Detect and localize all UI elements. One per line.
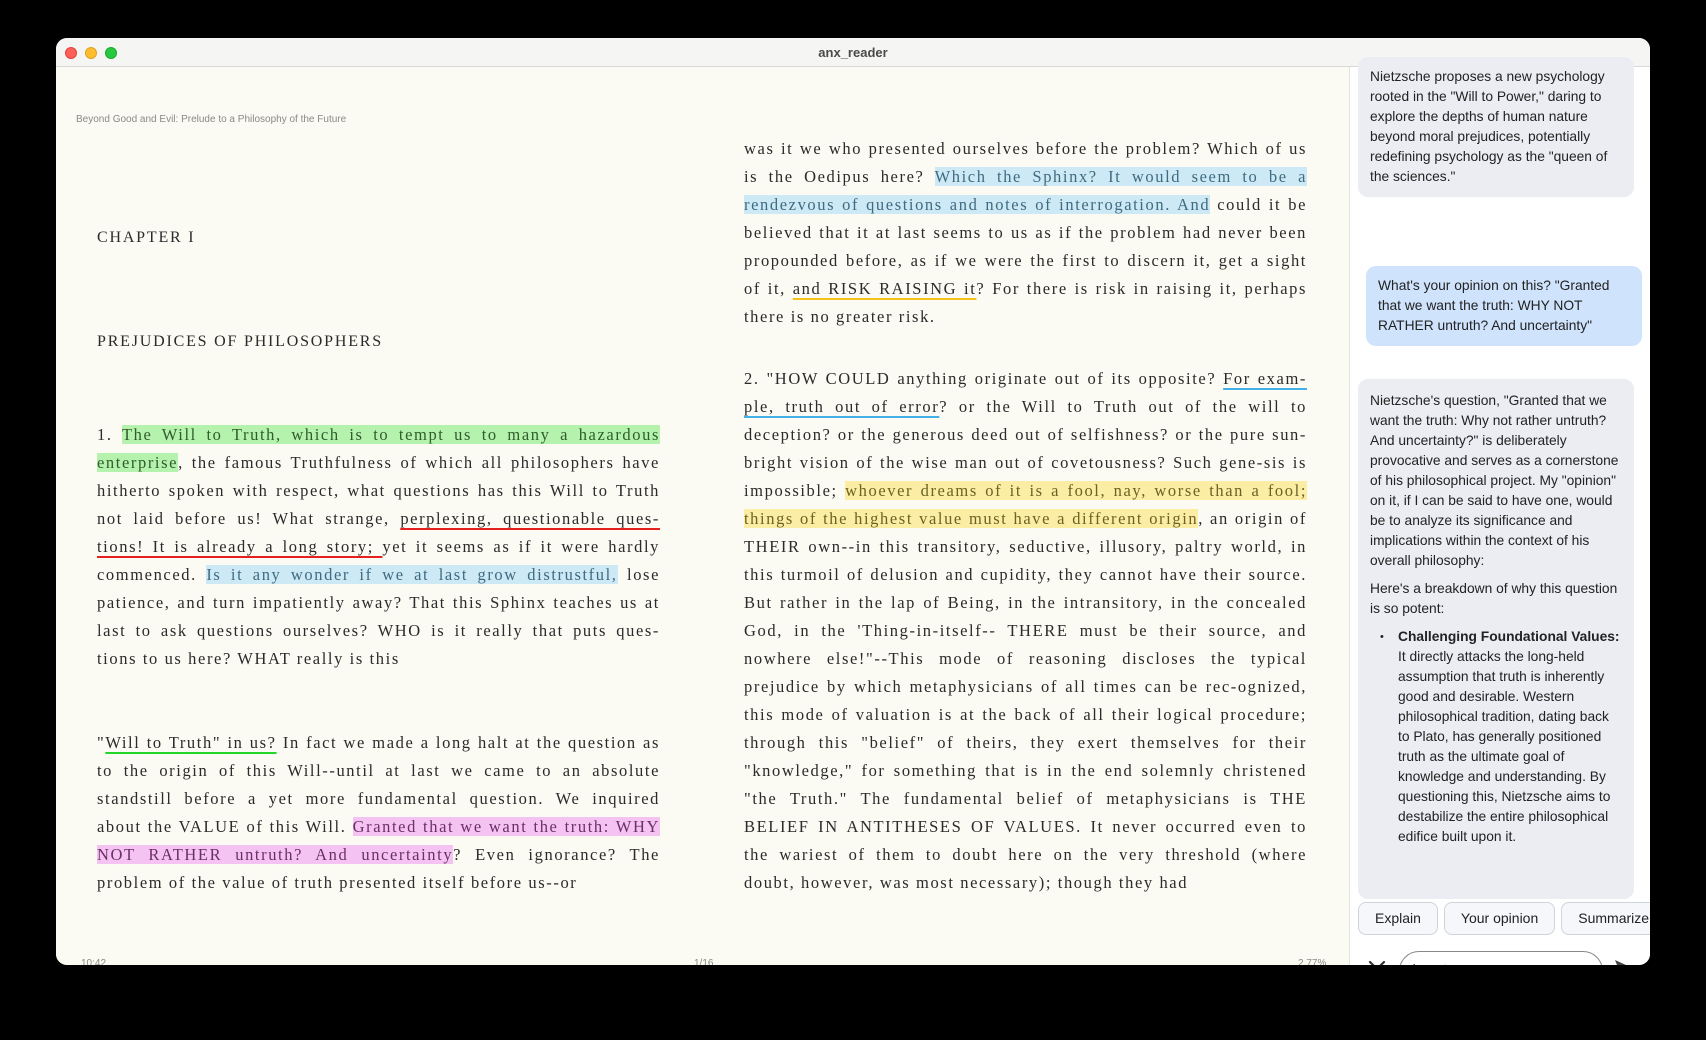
highlight[interactable]: Granted that we want the truth: WHY NOT RATHER untruth? And uncertainty — [97, 817, 660, 864]
assistant-message: Nietzsche's question, "Granted that we want the truth: Why not rather untruth? And uncertainty?" is deliberately provocative and serves as a cornerstone of his philosophical project. My "opinion" on it, if I can be said to have one, would be to analyze its significance and implications within the context of his overall philosophy: Here's a breakdown of why this question is so potent: • Challenging Foundational Values: It directly attacks the long-held assumption that truth is inherently good and desirable. Western philosophical tradition, dating back to Plato, has generally positioned truth as the ultimate goal of knowledge and understanding. By questioning this, Nietzsche aims to destabilize the entire philosophical edifice built upon it. — [1358, 379, 1634, 899]
underline-annotation[interactable]: and RISK RAISING it — [792, 279, 977, 298]
text-run: 2. "HOW COULD anything originate out of its opposite? — [744, 369, 1224, 388]
text-run: In fact we made a long halt at the question as to the origin of this Will--until at last we came to an absolute standstill before a yet more fundamental question. We inquired about the VALUE of this Will. — [97, 733, 660, 836]
paragraph — [97, 729, 660, 897]
text-run: yet it seems as if it were hardly commenced. — [97, 537, 660, 584]
chapter-heading: CHAPTER I — [97, 229, 196, 246]
highlight[interactable]: Is it any wonder if we at last grow distrustful, — [206, 565, 618, 584]
text-run: , an origin of THEIR own--in this transitory, seductive, illusory, paltry world, in this turmoil of delusion and cupidity, they cannot have their source. But rather in the lap of Being, in the intransitory, in the concealed God, in the 'Thing-in-itself-- THERE must be their source, and nowhere else!"--This mode of reasoning discloses the typical prejudice by which metaphysicians of all times can be rec-ognized, this mode of valuation is at the back of all their logical procedure; through this "belief" of theirs, they exert themselves for their "knowledge," for something that is in the end solemnly christened "the Truth." The fundamental belief of metaphysicians is THE BELIEF IN ANTITHESES OF VALUES. It never occurred even to the wariest of them to doubt here on the very threshold (where doubt, however, was most necessary); though they had — [744, 509, 1307, 892]
text-run: ? or the Will to Truth out of the will to deception? or the generous deed out of selfishness? or the pure sun-bright vision of the wise man out of covetousness? Such gene-sis is impossible; — [744, 397, 1307, 500]
text-run: was it we who presented ourselves before the problem? Which of us is the Oedipus here? — [744, 139, 1307, 186]
bullet-item: • Challenging Foundational Values: It directly attacks the long-held assumption that truth is inherently good and desirable. Western philosophical tradition, dating back to Plato, has generally positioned truth as the ultimate goal of knowledge and understanding. By questioning this, Nietzsche aims to destabilize the entire philosophical edifice built upon it. — [1370, 627, 1622, 847]
paragraph — [97, 421, 660, 673]
clock-time: 10:42 — [81, 958, 107, 965]
assistant-message: Nietzsche proposes a new psychology rooted in the "Will to Power," daring to explore the depths of human nature beyond moral prejudices, potentially redefining psychology as the "queen of the sciences." — [1358, 57, 1634, 197]
text-run: , the famous Truthfulness of which all philosophers have hitherto spoken with respect, what questions has this Will to Truth not laid before us! What strange, — [97, 453, 660, 528]
response-bullet-list — [1370, 627, 1622, 847]
paragraph — [744, 135, 1307, 331]
book-title: Beyond Good and Evil: Prelude to a Philosophy of the Future — [76, 114, 347, 125]
chapter-title: PREJUDICES OF PHILOSOPHERS — [97, 333, 383, 350]
explain-button[interactable]: Explain — [1358, 902, 1438, 935]
text-run: ? For there is risk in raising it, perhaps there is no greater risk. — [744, 279, 1307, 326]
underline-annotation[interactable]: Will to Truth" in us? — [105, 733, 277, 752]
text-run: 1. — [97, 425, 122, 444]
highlight[interactable]: whoever dreams of it is a fool, nay, worse than a fool; things of the highest value must have a different origin — [744, 481, 1307, 528]
send-icon[interactable] — [1614, 959, 1636, 965]
app-title: anx_reader — [818, 45, 888, 60]
ai-chat-panel — [1349, 67, 1650, 965]
text-run: " — [97, 733, 106, 752]
page-indicator: 1/16 — [694, 958, 714, 965]
text-run: lose patience, and turn impatiently away? That this Sphinx teaches us at last to ask questions ourselves? WHO is it really that puts ques-tions to us here? WHAT really is this — [97, 565, 660, 668]
your-opinion-button[interactable]: Your opinion — [1444, 902, 1555, 935]
underline-annotation[interactable]: perplexing, questionable ques-tions! It is already a long story; — [97, 509, 660, 556]
highlight[interactable]: Which the Sphinx? It would seem to be a rendezvous of questions and notes of interrogation. And — [744, 167, 1307, 214]
paragraph — [744, 365, 1307, 897]
text-run: ? Even ignorance? The problem of the value of truth presented itself before us--or — [97, 845, 660, 892]
quick-action-bar — [1358, 902, 1650, 936]
reading-progress: 2.77% — [1298, 958, 1327, 965]
highlight[interactable]: The Will to Truth, which is to tempt us to many a hazardous enterprise — [97, 425, 660, 472]
summarize-button[interactable]: Summarize — [1561, 902, 1650, 935]
app-window — [56, 38, 1650, 965]
message-input[interactable] — [1399, 951, 1603, 965]
underline-annotation[interactable]: For exam-ple, truth out of error — [744, 369, 1307, 416]
book-reader[interactable] — [56, 67, 1349, 965]
text-run: could it be believed that it at last seems to us as if the problem had never been propounded before, as if we were the first to discern it, get a sight of it, — [744, 195, 1307, 298]
user-message: What's your opinion on this? "Granted that we want the truth: WHY NOT RATHER untruth? And uncertainty" — [1366, 266, 1642, 346]
close-icon[interactable] — [1368, 960, 1386, 965]
